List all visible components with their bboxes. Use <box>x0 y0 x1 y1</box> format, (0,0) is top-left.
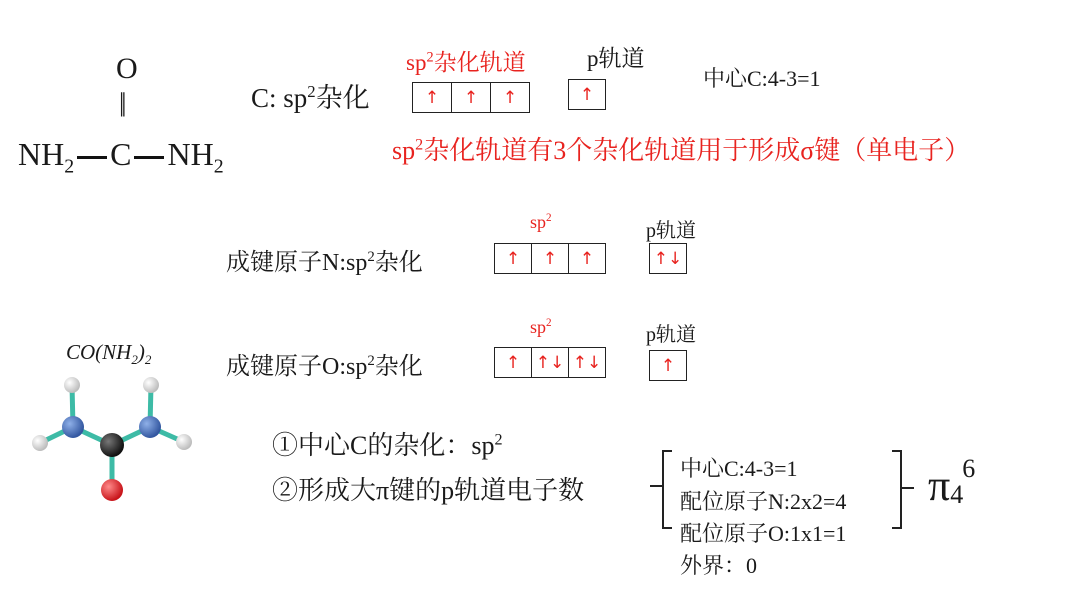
o-p-title: p轨道 <box>646 324 696 346</box>
o-hybrid-label: 成键原子$O:sp^2$杂化 <box>226 353 423 380</box>
double-bond: || <box>119 88 124 117</box>
hydrogen-atom <box>143 377 159 393</box>
orbital-cell: ↑ <box>452 83 491 112</box>
orbital-cell: ↑ <box>579 84 595 105</box>
urea-formula-line: $NH_2$ C $NH_2$ <box>18 136 224 178</box>
n-p-title: p轨道 <box>646 220 696 242</box>
c-p-title: p轨道 <box>587 46 645 71</box>
orbital-cell: ↑ <box>413 83 452 112</box>
orbital-cell: ↑ <box>532 244 569 273</box>
c-sp2-title: $sp^2$杂化轨道 <box>406 49 526 75</box>
hydrogen-atom <box>32 435 48 451</box>
summary-item-o: 配位原子O:1x1=1 <box>680 521 847 546</box>
nitrogen-atom <box>139 416 161 438</box>
o-p-orbital-box <box>649 350 687 381</box>
left-brace <box>648 448 674 532</box>
molecule-formula: $CO(NH_2)_2$ <box>66 340 152 368</box>
pi-subscript: 4 <box>950 480 964 509</box>
right-brace <box>890 448 916 532</box>
orbital-cell: ↑↓ <box>653 248 683 269</box>
o-sp2-orbital-boxes <box>494 347 606 378</box>
oxygen-atom: O <box>116 52 138 85</box>
orbital-cell: ↑ <box>502 87 518 108</box>
summary-line-1: ①中心C的杂化：$sp^2$ <box>272 431 503 460</box>
o-sp2-title: $sp^2$ <box>530 317 552 337</box>
orbital-cell: ↑ <box>660 355 676 376</box>
c-p-orbital-box <box>568 79 606 110</box>
pi-superscript: 6 <box>962 454 976 483</box>
nitrogen-atom <box>62 416 84 438</box>
hydrogen-atom <box>64 377 80 393</box>
n-p-orbital-box <box>649 243 687 274</box>
n-sp2-orbital-boxes <box>494 243 606 274</box>
orbital-cell: ↑↓ <box>572 352 602 373</box>
summary-item-center: 中心C:4-3=1 <box>680 456 798 481</box>
n-sp2-title: $sp^2$ <box>530 212 552 232</box>
c-center-count: 中心C:4-3=1 <box>703 66 821 91</box>
summary-item-outer: 外界：0 <box>680 553 758 578</box>
carbon-atom <box>100 433 124 457</box>
orbital-cell: ↑ <box>495 244 532 273</box>
c-hybrid-label: C: $sp^2$杂化 <box>251 82 370 113</box>
c-sp2-orbital-boxes <box>412 82 530 113</box>
summary-line-2: ②形成大π键的p轨道电子数 <box>272 476 585 505</box>
molecule-ball-stick-model <box>22 372 212 512</box>
hydrogen-atom <box>176 434 192 450</box>
summary-item-n: 配位原子N:2x2=4 <box>680 489 847 514</box>
n-hybrid-label: 成键原子$N:sp^2$杂化 <box>226 249 423 276</box>
sp2-note: $sp^2$杂化轨道有3个杂化轨道用于形成σ键（单电子） <box>392 136 971 165</box>
single-bond <box>134 156 164 159</box>
pi-symbol: π <box>928 461 951 510</box>
orbital-cell: ↑ <box>495 348 532 377</box>
single-bond <box>77 156 107 159</box>
orbital-cell: ↑↓ <box>532 348 569 377</box>
left-amine: NH <box>18 136 65 172</box>
pi-bond-notation <box>928 454 980 511</box>
right-amine: NH <box>167 136 214 172</box>
carbon-atom: C <box>110 136 132 172</box>
oxygen-atom <box>101 479 123 501</box>
orbital-cell: ↑ <box>579 248 595 269</box>
